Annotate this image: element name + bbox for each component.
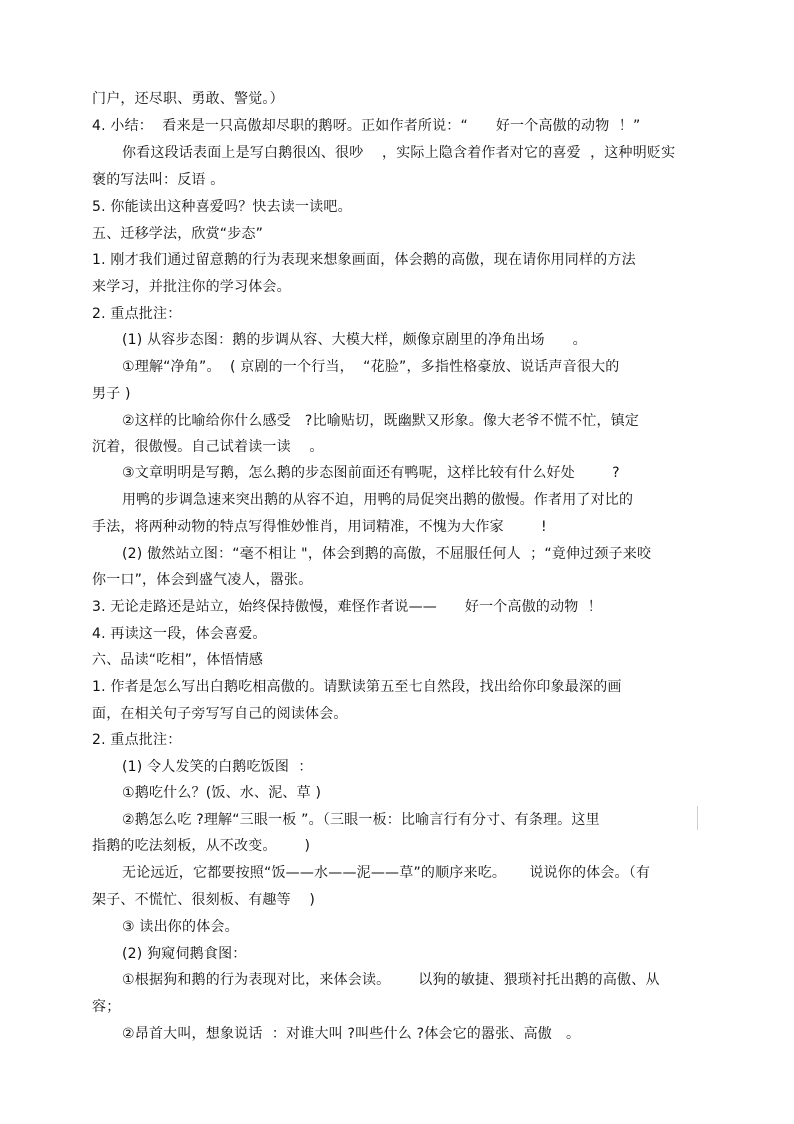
text-line: 面，在相关句子旁写写自己的阅读体会。 xyxy=(92,706,348,722)
text-line: 1. 刚才我们通过留意鹅的行为表现来想象画面，体会鹅的高傲，现在请你用同样的方法 xyxy=(92,252,636,268)
text-line: ①理解“净角”。 ( 京剧的一个行当， “花脸”，多指性格豪放、说话声音很大的 xyxy=(122,359,620,375)
text-line: 男子 ) xyxy=(92,386,131,402)
text-line: ①根据狗和鹅的行为表现对比，来体会读。 以狗的敏捷、猥琐衬托出鹅的高傲、从 xyxy=(122,972,660,988)
text-line: 用鸭的步调急速来突出鹅的从容不迫，用鸭的局促突出鹅的傲慢。作者用了对比的 xyxy=(122,492,634,508)
text-line: ②鹅怎么吃 ?理解“三眼一板 ”。（三眼一板：比喻言行有分寸、有条理。这里 xyxy=(122,812,600,828)
text-line: 褒的写法叫：反语 。 xyxy=(92,172,225,188)
text-line: 2. 重点批注： xyxy=(92,306,182,322)
text-line: 指鹅的吃法刻板，从不改变。 ) xyxy=(92,838,311,854)
text-line: (1) 从容步态图：鹅的步调从容、大模大样，颇像京剧里的净角出场 。 xyxy=(122,332,587,348)
text-line: (1) 令人发笑的白鹅吃饭图 ： xyxy=(122,759,313,775)
text-line: 沉着，很傲慢。自己试着读一读 。 xyxy=(92,439,324,455)
text-line: 5. 你能读出这种喜爱吗？快去读一读吧。 xyxy=(92,199,352,215)
text-line: 2. 重点批注： xyxy=(92,732,182,748)
text-line: 你一口”，体会到盛气凌人，嚣张。 xyxy=(92,572,313,588)
text-line: ③文章明明是写鹅，怎么鹅的步态图前面还有鸭呢，这样比较有什么好处 ? xyxy=(122,465,620,481)
section-heading: 五、迁移学法，欣赏“步态” xyxy=(92,226,264,242)
section-heading: 六、品读“吃相”，体悟情感 xyxy=(92,652,264,668)
text-line: 4. 再读这一段，体会喜爱。 xyxy=(92,626,267,642)
text-line: 手法，将两种动物的特点写得惟妙惟肖，用词精准，不愧为大作家 ! xyxy=(92,519,547,535)
page-edge-mark xyxy=(697,806,698,830)
text-line: ②这样的比喻给你什么感受 ?比喻贴切，既幽默又形象。像大老爷不慌不忙，镇定 xyxy=(122,413,640,429)
text-line: ③ 读出你的体会。 xyxy=(122,919,239,935)
text-line: ②昂首大叫，想象说话 ：对谁大叫 ?叫些什么 ?体会它的嚣张、高傲 。 xyxy=(122,1026,581,1042)
text-line: (2) 傲然站立图：“毫不相让 "，体会到鹅的高傲，不屈服任何人 ；“竟伸过颈子来咬 xyxy=(122,546,652,562)
text-line: 来学习，并批注你的学习体会。 xyxy=(92,279,291,295)
text-line: (2) 狗窥伺鹅食图： xyxy=(122,946,247,962)
text-line: 架子、不慌忙、很刻板、有趣等 ) xyxy=(92,892,316,908)
text-line: ①鹅吃什么？(饭、水、泥、草 ) xyxy=(122,785,322,801)
text-line: 3. 无论走路还是站立，始终保持傲慢，难怪作者说—— 好一个高傲的动物 ！ xyxy=(92,599,603,615)
text-line: 4. 小结： 看来是一只高傲却尽职的鹅呀。正如作者所说：“ 好一个高傲的动物 ！” xyxy=(92,118,641,134)
text-line: 你看这段话表面上是写白鹅很凶、很吵 ，实际上隐含着作者对它的喜爱 ，这种明贬实 xyxy=(122,145,676,161)
text-line: 无论远近，它都要按照“饭——水——泥——草”的顺序来吃。 说说你的体会。（有 xyxy=(122,865,651,881)
text-line: 容； xyxy=(92,999,121,1015)
text-line: 门户，还尽职、勇敢、警觉。） xyxy=(92,91,284,107)
text-line: 1. 作者是怎么写出白鹅吃相高傲的。请默读第五至七自然段，找出给你印象最深的画 xyxy=(92,679,622,695)
